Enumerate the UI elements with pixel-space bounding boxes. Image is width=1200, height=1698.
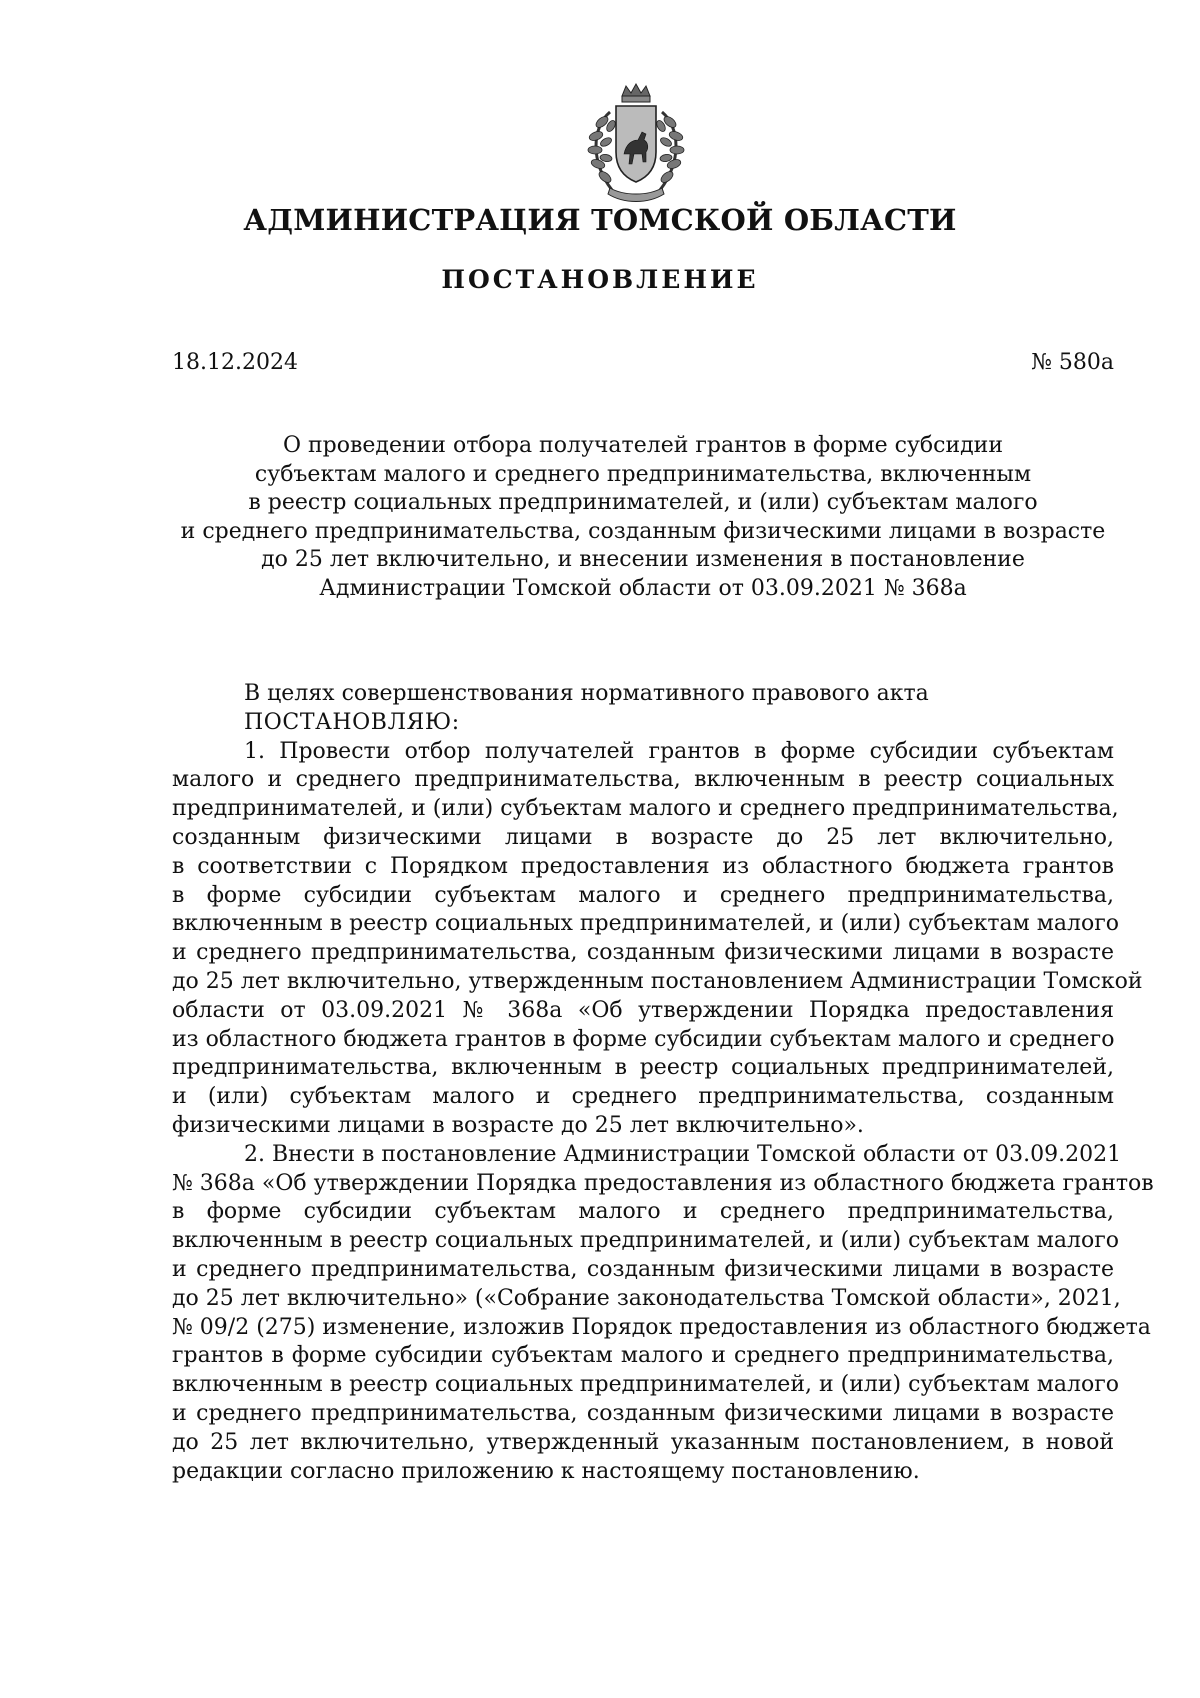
body-line: и среднего предпринимательства, созданным физическими лицами в возрасте bbox=[172, 940, 1114, 966]
body-line: и среднего предпринимательства, созданным физическими лицами в возрасте bbox=[172, 1400, 1114, 1426]
subject-line: до 25 лет включительно, и внесении изменения в постановление bbox=[261, 547, 1025, 572]
body-line: включенным в реестр социальных предпринимателей, и (или) субъектам малого bbox=[172, 911, 1119, 937]
body-line: грантов в форме субсидии субъектам малого и среднего предпринимательства, bbox=[172, 1343, 1114, 1369]
body-line: редакции согласно приложению к настоящему постановлению. bbox=[172, 1458, 920, 1484]
document-date: 18.12.2024 bbox=[172, 350, 298, 375]
body-line: 2. Внести в постановление Администрации Томской области от 03.09.2021 bbox=[244, 1141, 1122, 1167]
document-body bbox=[172, 680, 1154, 1486]
body-line: в соответствии с Порядком предоставления из областного бюджета грантов bbox=[172, 853, 1114, 879]
item-1 bbox=[172, 738, 1143, 1141]
body-line: созданным физическими лицами в возрасте до 25 лет включительно, bbox=[172, 824, 1114, 850]
decree-word: ПОСТАНОВЛЯЮ: bbox=[244, 709, 460, 735]
document-subject bbox=[172, 432, 1114, 603]
document-type: ПОСТАНОВЛЕНИЕ bbox=[441, 265, 759, 294]
body-line: до 25 лет включительно, утвержденным постановлением Администрации Томской bbox=[172, 968, 1143, 994]
body-line: в форме субсидии субъектам малого и среднего предпринимательства, bbox=[172, 882, 1114, 908]
document-number: № 580а bbox=[1031, 350, 1114, 375]
body-line: до 25 лет включительно» («Собрание законодательства Томской области», 2021, bbox=[172, 1285, 1121, 1311]
subject-line: субъектам малого и среднего предпринимательства, включенным bbox=[254, 461, 1032, 487]
body-line: предпринимательства, включенным в реестр социальных предпринимателей, bbox=[172, 1055, 1114, 1081]
body-line: № 368а «Об утверждении Порядка предоставления из областного бюджета грантов bbox=[172, 1170, 1154, 1196]
body-line: предпринимателей, и (или) субъектам малого и среднего предпринимательства, bbox=[172, 796, 1119, 822]
body-line: включенным в реестр социальных предпринимателей, и (или) субъектам малого bbox=[172, 1228, 1119, 1254]
preamble: В целях совершенствования нормативного правового акта bbox=[244, 681, 929, 706]
body-line: и среднего предпринимательства, созданным физическими лицами в возрасте bbox=[172, 1256, 1114, 1282]
body-line: 1. Провести отбор получателей грантов в форме субсидии субъектам bbox=[244, 738, 1114, 764]
body-line: в форме субсидии субъектам малого и среднего предпринимательства, bbox=[172, 1199, 1114, 1225]
body-line: физическими лицами в возрасте до 25 лет включительно». bbox=[172, 1112, 864, 1138]
body-line: области от 03.09.2021 № 368а «Об утверждении Порядка предоставления bbox=[172, 997, 1114, 1023]
body-line: № 09/2 (275) изменение, изложив Порядок предоставления из областного бюджета bbox=[172, 1314, 1151, 1340]
subject-line: О проведении отбора получателей грантов в форме субсидии bbox=[282, 433, 1003, 458]
body-line: малого и среднего предпринимательства, включенным в реестр социальных bbox=[172, 767, 1114, 793]
body-line: и (или) субъектам малого и среднего предпринимательства, созданным bbox=[172, 1084, 1114, 1110]
tomsk-region-coat-of-arms-icon bbox=[580, 82, 692, 206]
subject-line: Администрации Томской области от 03.09.2021 № 368а bbox=[319, 575, 967, 601]
body-line: до 25 лет включительно, утвержденный указанным постановлением, в новой bbox=[172, 1429, 1114, 1455]
org-title: АДМИНИСТРАЦИЯ ТОМСКОЙ ОБЛАСТИ bbox=[243, 203, 957, 237]
item-2 bbox=[172, 1141, 1154, 1487]
body-line: из областного бюджета грантов в форме субсидии субъектам малого и среднего bbox=[172, 1026, 1115, 1052]
subject-line: в реестр социальных предпринимателей, и (или) субъектам малого bbox=[248, 490, 1038, 515]
body-line: включенным в реестр социальных предпринимателей, и (или) субъектам малого bbox=[172, 1372, 1119, 1398]
subject-line: и среднего предпринимательства, созданным физическими лицами в возрасте bbox=[180, 518, 1106, 544]
